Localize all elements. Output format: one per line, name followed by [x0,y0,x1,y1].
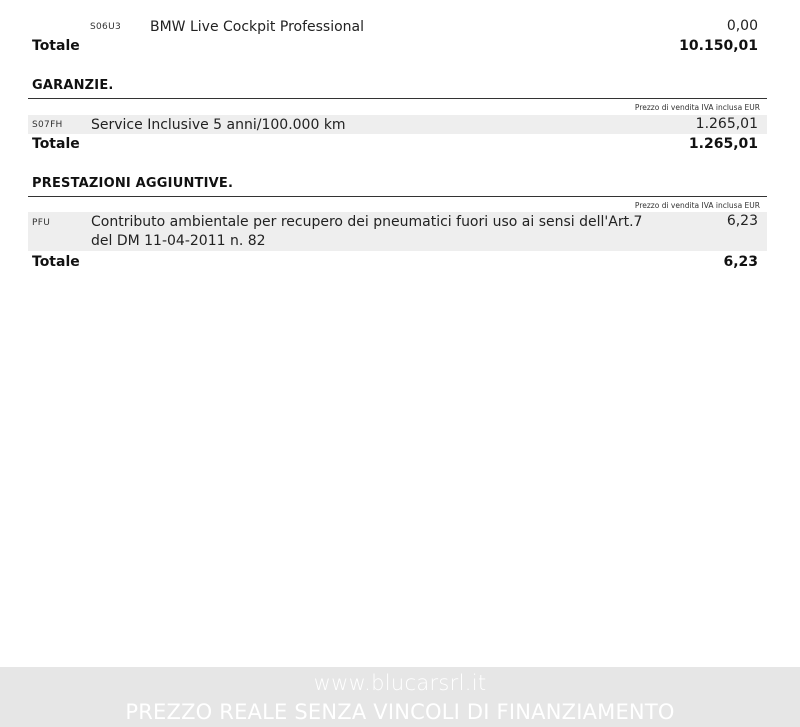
item-description: BMW Live Cockpit Professional [150,19,365,35]
item-code: S07FH [32,120,63,130]
footer-banner [0,667,800,727]
item-code: S06U3 [90,22,121,32]
section-divider [28,196,767,197]
item-description: Service Inclusive 5 anni/100.000 km [91,117,346,133]
item-description-line-2: del DM 11-04-2011 n. 82 [91,233,266,249]
total-amount: 1.265,01 [688,136,758,152]
total-label: Totale [32,254,80,270]
column-header: Prezzo di vendita IVA inclusa EUR [634,201,760,210]
total-label: Totale [32,136,80,152]
total-label: Totale [32,38,80,54]
item-code: PFU [32,218,51,228]
section-title: GARANZIE. [32,78,114,93]
column-header: Prezzo di vendita IVA inclusa EUR [634,103,760,112]
section-divider [28,98,767,99]
section-title: PRESTAZIONI AGGIUNTIVE. [32,176,234,191]
item-amount: 0,00 [726,18,758,34]
total-amount: 10.150,01 [679,38,758,54]
price-claim: PREZZO REALE SENZA VINCOLI DI FINANZIAMENTO [125,700,675,724]
item-description-line-1: Contributo ambientale per recupero dei pneumatici fuori uso ai sensi dell'Art.7 [91,214,643,230]
item-amount: 1.265,01 [695,116,758,132]
item-amount: 6,23 [726,213,758,229]
total-amount: 6,23 [723,254,758,270]
dealer-website-url: www.blucarsrl.it [313,671,487,695]
